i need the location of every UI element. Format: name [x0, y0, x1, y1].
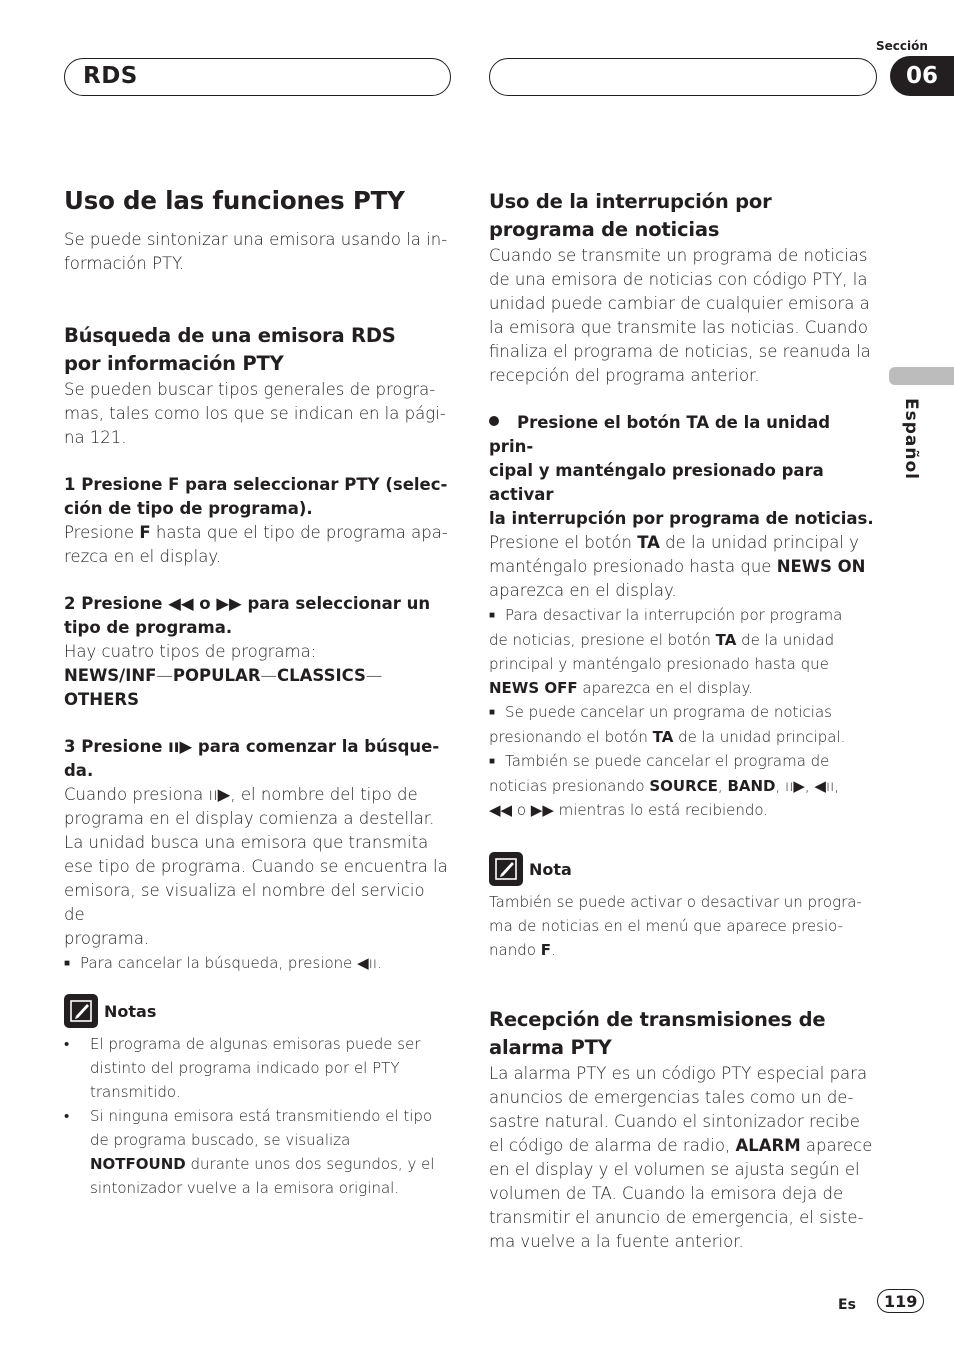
body-line: programa.: [64, 929, 150, 948]
body-line: Hay cuatro tipos de programa:: [64, 642, 317, 661]
step-title: 3 Presione ıı▶ para comenzar la búsque-: [64, 737, 440, 756]
program-types: OTHERS: [64, 690, 139, 709]
bullet-item: NEWS OFF aparezca en el display.: [489, 679, 754, 697]
body-line: ma vuelve a la fuente anterior.: [489, 1232, 744, 1251]
side-tab-label: Español: [901, 398, 921, 480]
body-line: La unidad busca una emisora que transmita: [64, 833, 429, 852]
square-bullet-icon: ■: [489, 756, 496, 767]
body-line: Se pueden buscar tipos generales de progra-: [64, 380, 436, 399]
body-line: finaliza el programa de noticias, se reanuda la: [489, 342, 871, 361]
subsection-title: Búsqueda de una emisora RDS: [64, 324, 396, 347]
subsection-title: Uso de la interrupción por: [489, 190, 772, 213]
body-line: ese tipo de programa. Cuando se encuentra la: [64, 857, 448, 876]
bullet-item: ◀◀ o ▶▶ mientras lo está recibiendo.: [489, 801, 769, 819]
bullet-item: noticias presionando SOURCE, BAND, ıı▶, ◀ıı,: [489, 777, 840, 795]
subsection-title: alarma PTY: [489, 1036, 612, 1059]
pencil-note-icon: [489, 852, 523, 886]
square-bullet-icon: ■: [64, 958, 71, 969]
step-title: ción de tipo de programa).: [64, 499, 313, 518]
step-title: 2 Presione ◀◀ o ▶▶ para seleccionar un: [64, 594, 431, 613]
step-title: 1 Presione F para seleccionar PTY (selec-: [64, 475, 448, 494]
step-title: la interrupción por programa de noticias.: [489, 509, 874, 528]
bullet-item: presionando el botón TA de la unidad principal.: [489, 728, 846, 746]
intro-line: formación PTY.: [64, 254, 185, 273]
bullet-item: ■ Para cancelar la búsqueda, presione ◀ıı.: [64, 954, 382, 972]
body-line: Presione el botón TA de la unidad principal y: [489, 533, 859, 552]
body-line: Cuando se transmite un programa de noticias: [489, 246, 868, 265]
body-line: mas, tales como los que se indican en la pági-: [64, 404, 446, 423]
square-bullet-icon: ■: [489, 707, 496, 718]
body-line: el código de alarma de radio, ALARM aparece: [489, 1136, 873, 1155]
body-line: rezca en el display.: [64, 547, 221, 566]
body-line: anuncios de emergencias tales como un de-: [489, 1088, 854, 1107]
body-line: emisora, se visualiza el nombre del servicio de: [64, 881, 425, 924]
bullet-item: ■ Para desactivar la interrupción por programa: [489, 606, 843, 624]
section-number-badge: 06: [890, 56, 954, 96]
bullet-item: principal y manténgalo presionado hasta que: [489, 655, 829, 673]
step-title: Presione el botón TA de la unidad prin-: [489, 413, 831, 456]
body-line: en el display y el volumen se ajusta según el: [489, 1160, 860, 1179]
body-line: volumen de TA. Cuando la emisora deja de: [489, 1184, 844, 1203]
step-title: da.: [64, 761, 94, 780]
note-header: [489, 852, 875, 886]
body-line: unidad puede cambiar de cualquier emisora a: [489, 294, 870, 313]
body-line: manténgalo presionado hasta que NEWS ON: [489, 557, 866, 576]
step-title: tipo de programa.: [64, 618, 233, 637]
bullet-item: de noticias, presione el botón TA de la unidad: [489, 631, 835, 649]
page-title: Uso de las funciones PTY: [64, 186, 405, 215]
list-item: sintonizador vuelve a la emisora original.: [90, 1179, 400, 1197]
bullet-item: ■ Se puede cancelar un programa de noticias: [489, 703, 832, 721]
body-line: transmitir el anuncio de emergencia, el siste-: [489, 1208, 864, 1227]
body-line: La alarma PTY es un código PTY especial para: [489, 1064, 868, 1083]
square-bullet-icon: ■: [489, 610, 496, 621]
step-title: cipal y manténgalo presionado para activar: [489, 461, 824, 504]
body-line: de una emisora de noticias con código PTY, la: [489, 270, 868, 289]
left-column: [64, 186, 450, 1200]
subsection-title: programa de noticias: [489, 218, 720, 241]
header-right-pill: [489, 58, 877, 96]
side-tab-bar: [889, 367, 954, 385]
right-column: [489, 188, 875, 1254]
header-left-pill: [64, 58, 451, 96]
program-types: NEWS/INF—POPULAR—CLASSICS—: [64, 666, 383, 685]
list-item: de programa buscado, se visualiza: [90, 1131, 351, 1149]
intro-line: Se puede sintonizar una emisora usando la in-: [64, 230, 448, 249]
list-item: transmitido.: [90, 1083, 181, 1101]
list-item: • El programa de algunas emisoras puede ser: [64, 1035, 421, 1053]
bullet-item: ■ También se puede cancelar el programa de: [489, 752, 830, 770]
body-line: la emisora que transmite las noticias. Cuando: [489, 318, 868, 337]
notes-title: Notas: [104, 1001, 157, 1021]
page-number: 119: [877, 1289, 924, 1313]
bullet-dot-icon: [489, 416, 499, 426]
body-line: na 121.: [64, 428, 127, 447]
section-label: Sección: [876, 39, 928, 53]
body-line: Cuando presiona ıı▶, el nombre del tipo de: [64, 785, 418, 804]
list-item: distinto del programa indicado por el PTY: [90, 1059, 400, 1077]
notes-header: [64, 994, 450, 1028]
note-line: ma de noticias en el menú que aparece presio-: [489, 917, 843, 935]
language-code: Es: [838, 1297, 856, 1313]
note-line: También se puede activar o desactivar un progra-: [489, 893, 862, 911]
subsection-title: por información PTY: [64, 352, 284, 375]
body-line: Presione F hasta que el tipo de programa apa-: [64, 523, 448, 542]
body-line: aparezca en el display.: [489, 581, 677, 600]
chapter-title: RDS: [83, 63, 138, 89]
subsection-title: Recepción de transmisiones de: [489, 1008, 826, 1031]
body-line: sastre natural. Cuando el sintonizador recibe: [489, 1112, 860, 1131]
note-title: Nota: [529, 859, 572, 879]
list-item: NOTFOUND durante unos dos segundos, y el: [90, 1155, 435, 1173]
body-line: recepción del programa anterior.: [489, 366, 760, 385]
body-line: programa en el display comienza a destellar.: [64, 809, 435, 828]
pencil-note-icon: [64, 994, 98, 1028]
list-item: • Si ninguna emisora está transmitiendo el tipo: [64, 1107, 433, 1125]
note-line: nando F.: [489, 941, 556, 959]
